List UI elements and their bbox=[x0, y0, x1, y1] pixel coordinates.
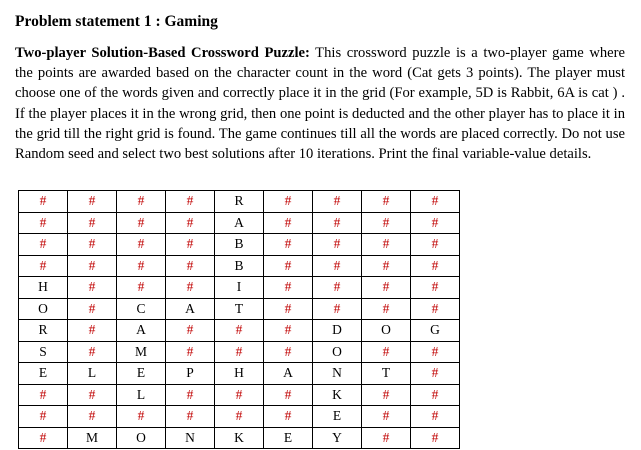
grid-blocked-cell: # bbox=[264, 320, 313, 342]
grid-row bbox=[19, 363, 460, 385]
grid-blocked-cell: # bbox=[313, 212, 362, 234]
grid-row bbox=[19, 255, 460, 277]
grid-blocked-cell: # bbox=[117, 255, 166, 277]
grid-letter-cell: E bbox=[19, 363, 68, 385]
grid-blocked-cell: # bbox=[313, 234, 362, 256]
grid-blocked-cell: # bbox=[362, 298, 411, 320]
grid-letter-cell: A bbox=[215, 212, 264, 234]
grid-blocked-cell: # bbox=[117, 191, 166, 213]
grid-blocked-cell: # bbox=[411, 255, 460, 277]
grid-blocked-cell: # bbox=[411, 212, 460, 234]
grid-letter-cell: C bbox=[117, 298, 166, 320]
grid-letter-cell: O bbox=[362, 320, 411, 342]
grid-blocked-cell: # bbox=[411, 234, 460, 256]
grid-letter-cell: O bbox=[117, 427, 166, 449]
grid-letter-cell: G bbox=[411, 320, 460, 342]
grid-blocked-cell: # bbox=[264, 255, 313, 277]
grid-blocked-cell: # bbox=[19, 191, 68, 213]
grid-blocked-cell: # bbox=[68, 191, 117, 213]
grid-letter-cell: M bbox=[117, 341, 166, 363]
grid-blocked-cell: # bbox=[166, 255, 215, 277]
grid-row bbox=[19, 212, 460, 234]
grid-letter-cell: A bbox=[117, 320, 166, 342]
grid-row bbox=[19, 341, 460, 363]
grid-letter-cell: A bbox=[166, 298, 215, 320]
grid-row bbox=[19, 427, 460, 449]
grid-letter-cell: L bbox=[68, 363, 117, 385]
grid-blocked-cell: # bbox=[166, 406, 215, 428]
grid-letter-cell: M bbox=[68, 427, 117, 449]
grid-letter-cell: T bbox=[362, 363, 411, 385]
grid-blocked-cell: # bbox=[411, 298, 460, 320]
grid-blocked-cell: # bbox=[166, 341, 215, 363]
grid-blocked-cell: # bbox=[411, 277, 460, 299]
grid-row bbox=[19, 384, 460, 406]
grid-blocked-cell: # bbox=[264, 406, 313, 428]
grid-blocked-cell: # bbox=[19, 212, 68, 234]
grid-letter-cell: E bbox=[313, 406, 362, 428]
grid-letter-cell: A bbox=[264, 363, 313, 385]
grid-blocked-cell: # bbox=[264, 384, 313, 406]
grid-blocked-cell: # bbox=[411, 363, 460, 385]
grid-blocked-cell: # bbox=[215, 320, 264, 342]
grid-row bbox=[19, 234, 460, 256]
grid-row bbox=[19, 191, 460, 213]
grid-blocked-cell: # bbox=[313, 298, 362, 320]
grid-blocked-cell: # bbox=[68, 255, 117, 277]
grid-row bbox=[19, 320, 460, 342]
grid-blocked-cell: # bbox=[68, 277, 117, 299]
grid-letter-cell: N bbox=[313, 363, 362, 385]
grid-blocked-cell: # bbox=[215, 384, 264, 406]
grid-letter-cell: B bbox=[215, 234, 264, 256]
grid-blocked-cell: # bbox=[68, 320, 117, 342]
grid-blocked-cell: # bbox=[264, 191, 313, 213]
grid-blocked-cell: # bbox=[313, 191, 362, 213]
grid-letter-cell: S bbox=[19, 341, 68, 363]
grid-letter-cell: E bbox=[117, 363, 166, 385]
grid-letter-cell: L bbox=[117, 384, 166, 406]
grid-blocked-cell: # bbox=[362, 191, 411, 213]
grid-letter-cell: I bbox=[215, 277, 264, 299]
grid-letter-cell: H bbox=[19, 277, 68, 299]
puzzle-title: Two-player Solution-Based Crossword Puzzle: bbox=[15, 45, 310, 61]
grid-blocked-cell: # bbox=[411, 427, 460, 449]
grid-blocked-cell: # bbox=[68, 406, 117, 428]
grid-blocked-cell: # bbox=[68, 384, 117, 406]
grid-letter-cell: B bbox=[215, 255, 264, 277]
grid-blocked-cell: # bbox=[166, 212, 215, 234]
grid-blocked-cell: # bbox=[68, 298, 117, 320]
grid-letter-cell: T bbox=[215, 298, 264, 320]
grid-letter-cell: R bbox=[19, 320, 68, 342]
grid-blocked-cell: # bbox=[215, 341, 264, 363]
grid-blocked-cell: # bbox=[117, 406, 166, 428]
grid-blocked-cell: # bbox=[313, 255, 362, 277]
grid-letter-cell: H bbox=[215, 363, 264, 385]
grid-blocked-cell: # bbox=[68, 212, 117, 234]
crossword-grid-body bbox=[19, 191, 460, 449]
grid-blocked-cell: # bbox=[264, 341, 313, 363]
grid-row bbox=[19, 298, 460, 320]
grid-blocked-cell: # bbox=[362, 255, 411, 277]
grid-blocked-cell: # bbox=[68, 341, 117, 363]
grid-blocked-cell: # bbox=[117, 234, 166, 256]
grid-letter-cell: K bbox=[313, 384, 362, 406]
grid-blocked-cell: # bbox=[68, 234, 117, 256]
grid-blocked-cell: # bbox=[362, 277, 411, 299]
grid-letter-cell: P bbox=[166, 363, 215, 385]
grid-blocked-cell: # bbox=[313, 277, 362, 299]
grid-blocked-cell: # bbox=[362, 212, 411, 234]
grid-blocked-cell: # bbox=[411, 341, 460, 363]
grid-blocked-cell: # bbox=[19, 384, 68, 406]
grid-blocked-cell: # bbox=[166, 320, 215, 342]
grid-letter-cell: D bbox=[313, 320, 362, 342]
grid-blocked-cell: # bbox=[19, 234, 68, 256]
grid-blocked-cell: # bbox=[362, 234, 411, 256]
grid-blocked-cell: # bbox=[19, 255, 68, 277]
grid-blocked-cell: # bbox=[19, 406, 68, 428]
grid-blocked-cell: # bbox=[264, 298, 313, 320]
grid-letter-cell: O bbox=[313, 341, 362, 363]
problem-heading: Problem statement 1 : Gaming bbox=[15, 13, 218, 30]
grid-letter-cell: O bbox=[19, 298, 68, 320]
grid-blocked-cell: # bbox=[166, 234, 215, 256]
puzzle-description-text: This crossword puzzle is a two-player game where the points are awarded based on the character count in the word (Cat gets 3 points). The player must choose one of the words given and correctly place it in the grid (For example, 5D is Rabbit, 6A is cat ) . If the player places it in the wrong grid, then one point is deducted and the other player has to place it in the grid till the right grid is found. The game continues till all the words are placed correctly. Do not use Random seed and select two best solutions after 10 iterations. Print the final variable-value details. bbox=[15, 45, 625, 163]
grid-blocked-cell: # bbox=[117, 212, 166, 234]
grid-blocked-cell: # bbox=[362, 406, 411, 428]
grid-letter-cell: N bbox=[166, 427, 215, 449]
grid-blocked-cell: # bbox=[166, 191, 215, 213]
grid-blocked-cell: # bbox=[166, 277, 215, 299]
grid-blocked-cell: # bbox=[215, 406, 264, 428]
grid-letter-cell: Y bbox=[313, 427, 362, 449]
grid-blocked-cell: # bbox=[362, 384, 411, 406]
grid-blocked-cell: # bbox=[411, 191, 460, 213]
grid-row bbox=[19, 406, 460, 428]
grid-blocked-cell: # bbox=[117, 277, 166, 299]
grid-blocked-cell: # bbox=[264, 277, 313, 299]
grid-blocked-cell: # bbox=[411, 406, 460, 428]
grid-letter-cell: K bbox=[215, 427, 264, 449]
grid-blocked-cell: # bbox=[264, 234, 313, 256]
grid-blocked-cell: # bbox=[166, 384, 215, 406]
grid-letter-cell: R bbox=[215, 191, 264, 213]
problem-description bbox=[15, 43, 625, 164]
grid-blocked-cell: # bbox=[362, 341, 411, 363]
grid-row bbox=[19, 277, 460, 299]
grid-letter-cell: E bbox=[264, 427, 313, 449]
grid-blocked-cell: # bbox=[264, 212, 313, 234]
grid-blocked-cell: # bbox=[362, 427, 411, 449]
grid-blocked-cell: # bbox=[19, 427, 68, 449]
grid-blocked-cell: # bbox=[411, 384, 460, 406]
crossword-grid bbox=[18, 190, 460, 449]
